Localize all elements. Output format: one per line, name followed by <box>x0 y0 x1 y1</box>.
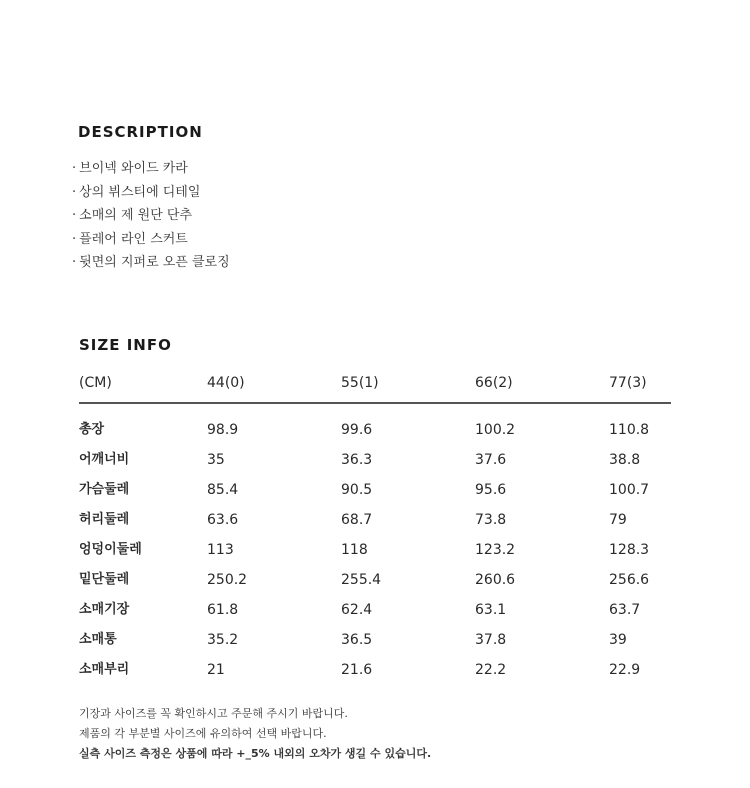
cell: 36.3 <box>341 452 373 468</box>
cell: 37.8 <box>475 632 507 648</box>
size-table-header <box>79 372 671 402</box>
header-size-77: 77(3) <box>609 375 647 391</box>
cell: 35.2 <box>207 632 239 648</box>
cell: 95.6 <box>475 482 507 498</box>
cell: 36.5 <box>341 632 373 648</box>
table-row <box>79 539 671 569</box>
row-label: 밑단둘레 <box>79 572 130 587</box>
cell: 100.2 <box>475 422 516 438</box>
table-row <box>79 449 671 479</box>
cell: 37.6 <box>475 452 507 468</box>
cell: 73.8 <box>475 512 507 528</box>
table-row <box>79 659 671 689</box>
cell: 113 <box>207 542 234 558</box>
cell: 38.8 <box>609 452 641 468</box>
table-header-row <box>79 372 671 402</box>
header-unit: (CM) <box>79 375 112 391</box>
cell: 63.1 <box>475 602 507 618</box>
description-list <box>72 160 230 278</box>
header-size-55: 55(1) <box>341 375 379 391</box>
description-item: · 플레어 라인 스커트 <box>72 231 230 255</box>
table-row <box>79 509 671 539</box>
cell: 61.8 <box>207 602 239 618</box>
table-row <box>79 629 671 659</box>
cell: 85.4 <box>207 482 239 498</box>
note-line: 실측 사이즈 측정은 상품에 따라 +_5% 내외의 오차가 생길 수 있습니다. <box>79 747 432 760</box>
cell: 22.2 <box>475 662 507 678</box>
cell: 98.9 <box>207 422 239 438</box>
row-label: 총장 <box>79 422 105 437</box>
table-row <box>79 479 671 509</box>
table-divider <box>79 402 671 404</box>
cell: 123.2 <box>475 542 516 558</box>
cell: 250.2 <box>207 572 248 588</box>
table-row <box>79 419 671 449</box>
size-notes <box>79 704 431 764</box>
row-label: 엉덩이둘레 <box>79 542 142 557</box>
row-label: 허리둘레 <box>79 512 130 527</box>
cell: 260.6 <box>475 572 516 588</box>
description-item: · 상의 뷔스티에 디테일 <box>72 184 230 208</box>
cell: 100.7 <box>609 482 650 498</box>
cell: 39 <box>609 632 627 648</box>
cell: 21 <box>207 662 225 678</box>
cell: 256.6 <box>609 572 650 588</box>
row-label: 소매부리 <box>79 662 130 677</box>
header-size-44: 44(0) <box>207 375 245 391</box>
description-item: · 뒷면의 지퍼로 오픈 클로징 <box>72 254 230 278</box>
table-row <box>79 599 671 629</box>
size-info-title: SIZE INFO <box>79 336 172 354</box>
row-label: 소매통 <box>79 632 117 647</box>
cell: 118 <box>341 542 368 558</box>
row-label: 가슴둘레 <box>79 482 130 497</box>
description-item: · 소매의 제 원단 단추 <box>72 207 230 231</box>
cell: 99.6 <box>341 422 373 438</box>
description-item: · 브이넥 와이드 카라 <box>72 160 230 184</box>
note-line: 제품의 각 부분별 사이즈에 유의하여 선택 바랍니다. <box>79 727 327 740</box>
header-size-66: 66(2) <box>475 375 513 391</box>
row-label: 소매기장 <box>79 602 130 617</box>
cell: 63.6 <box>207 512 239 528</box>
cell: 22.9 <box>609 662 641 678</box>
note-line: 기장과 사이즈를 꼭 확인하시고 주문해 주시기 바랍니다. <box>79 707 348 720</box>
cell: 128.3 <box>609 542 650 558</box>
cell: 35 <box>207 452 225 468</box>
cell: 21.6 <box>341 662 373 678</box>
cell: 90.5 <box>341 482 373 498</box>
cell: 79 <box>609 512 627 528</box>
cell: 62.4 <box>341 602 373 618</box>
cell: 68.7 <box>341 512 373 528</box>
cell: 63.7 <box>609 602 641 618</box>
row-label: 어깨너비 <box>79 452 130 467</box>
size-table-body <box>79 419 671 689</box>
cell: 255.4 <box>341 572 382 588</box>
description-title: DESCRIPTION <box>78 123 203 141</box>
table-row <box>79 569 671 599</box>
cell: 110.8 <box>609 422 650 438</box>
